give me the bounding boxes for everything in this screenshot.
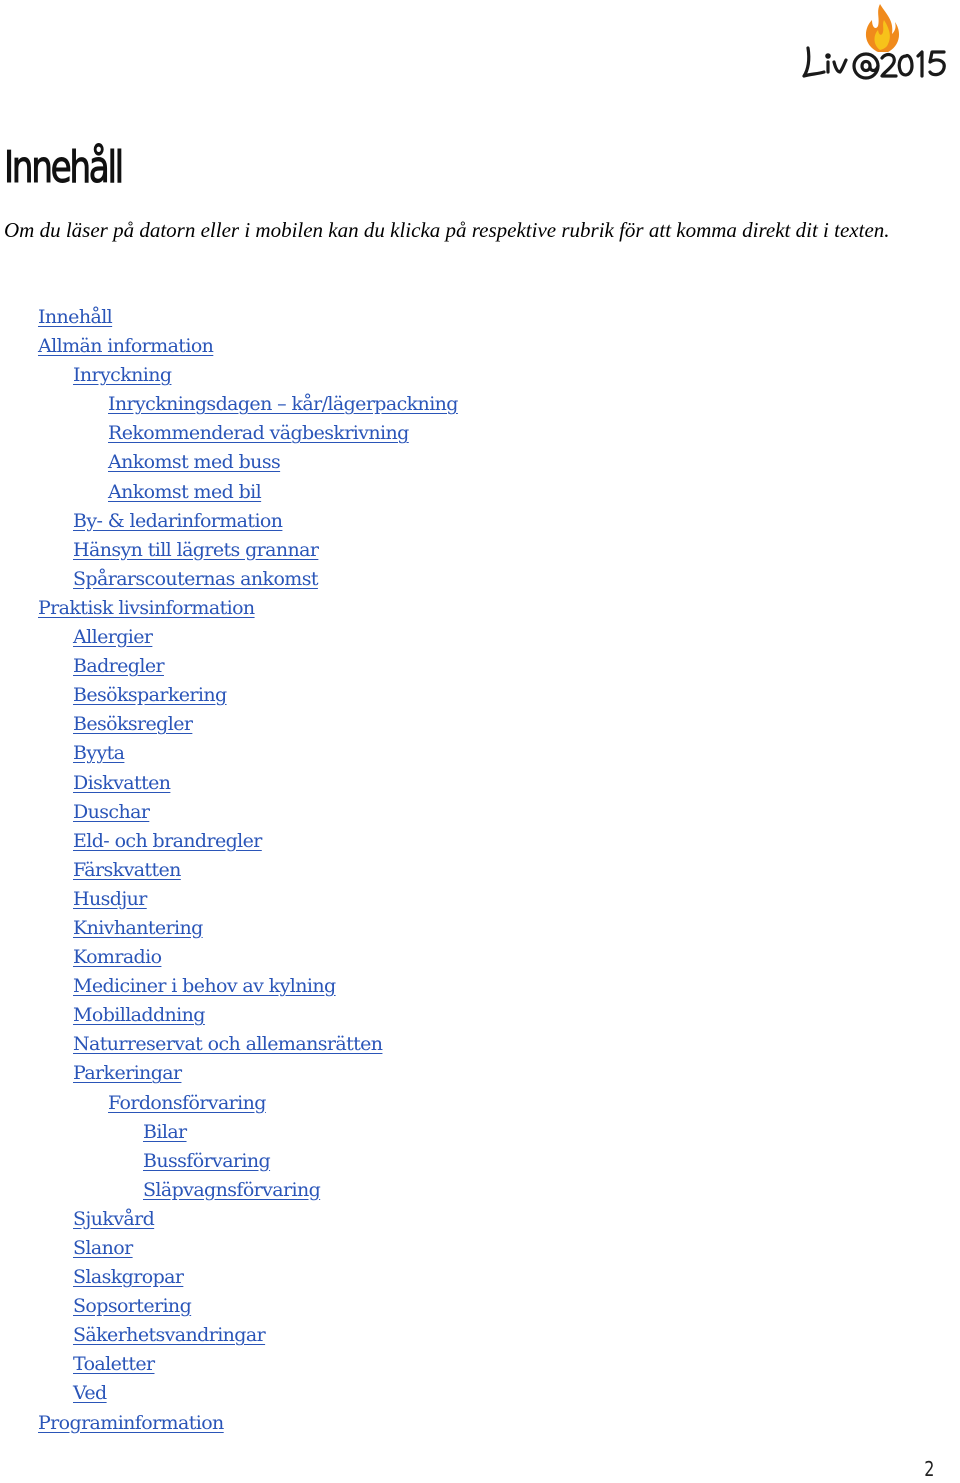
toc-entry — [0, 1292, 458, 1321]
toc-entry — [0, 710, 458, 739]
toc-entry — [0, 623, 458, 652]
page-title: Innehåll — [4, 142, 122, 193]
toc-link[interactable]: Inryckningsdagen – kår/lägerpackning — [108, 393, 458, 416]
toc-link[interactable]: Naturreservat och allemansrätten — [73, 1033, 383, 1056]
toc-link[interactable]: Parkeringar — [73, 1062, 182, 1085]
toc-entry — [0, 1409, 458, 1438]
toc-entry — [0, 769, 458, 798]
toc-link[interactable]: Mobilladdning — [73, 1004, 205, 1027]
toc-entry — [0, 1030, 458, 1059]
toc-entry — [0, 1234, 458, 1263]
toc-entry — [0, 1263, 458, 1292]
toc-entry — [0, 798, 458, 827]
toc-link[interactable]: Bussförvaring — [143, 1149, 271, 1172]
toc-link[interactable]: Ankomst med bil — [108, 480, 262, 503]
toc-entry — [0, 1059, 458, 1088]
toc-entry — [0, 914, 458, 943]
liv-2015-logo — [800, 4, 960, 84]
toc-entry — [0, 1321, 458, 1350]
toc-entry — [0, 652, 458, 681]
toc-link[interactable]: Komradio — [73, 946, 162, 969]
toc-link[interactable]: Diskvatten — [73, 771, 171, 794]
page-number: 2 — [924, 1457, 935, 1481]
toc-link[interactable]: Fordonsförvaring — [108, 1091, 266, 1114]
toc-entry — [0, 594, 458, 623]
toc-link[interactable]: Slanor — [73, 1237, 133, 1259]
toc-link[interactable]: Färskvatten — [73, 858, 181, 881]
toc-link[interactable]: Rekommenderad vägbeskrivning — [108, 422, 409, 445]
toc-entry — [0, 361, 458, 390]
toc-entry — [0, 478, 458, 507]
toc-link[interactable]: Byyta — [73, 742, 125, 765]
intro-text: Om du läser på datorn eller i mobilen kan du klicka på respektive rubrik för att komma direkt dit i texten. — [4, 218, 890, 242]
toc-entry — [0, 1379, 458, 1408]
toc-link[interactable]: Mediciner i behov av kylning — [73, 975, 336, 998]
logo-graphic — [800, 4, 960, 84]
toc-entry — [0, 943, 458, 972]
toc-link[interactable]: Sjukvård — [73, 1207, 155, 1230]
toc-entry — [0, 1176, 458, 1205]
toc-link[interactable]: Toaletter — [73, 1353, 155, 1376]
toc-entry — [0, 1001, 458, 1030]
toc-entry — [0, 885, 458, 914]
table-of-contents — [0, 303, 458, 1438]
toc-entry — [0, 448, 458, 477]
toc-entry — [0, 536, 458, 565]
toc-link[interactable]: Husdjur — [73, 887, 147, 910]
toc-entry — [0, 1350, 458, 1379]
toc-link[interactable]: Duschar — [73, 800, 150, 823]
toc-entry — [0, 419, 458, 448]
toc-link[interactable]: Badregler — [73, 655, 164, 678]
toc-entry — [0, 1147, 458, 1176]
toc-entry — [0, 332, 458, 361]
toc-entry — [0, 303, 458, 332]
toc-link[interactable]: Innehåll — [38, 306, 113, 328]
toc-entry — [0, 507, 458, 536]
toc-entry — [0, 1089, 458, 1118]
toc-link[interactable]: Ankomst med buss — [108, 451, 281, 474]
toc-link[interactable]: Inryckning — [73, 364, 172, 387]
toc-link[interactable]: Allmän information — [38, 335, 214, 358]
toc-link[interactable]: Ved — [73, 1382, 107, 1405]
toc-entry — [0, 856, 458, 885]
toc-entry — [0, 827, 458, 856]
toc-link[interactable]: Programinformation — [38, 1411, 224, 1434]
toc-link[interactable]: Spårarscouternas ankomst — [73, 567, 318, 590]
toc-link[interactable]: Säkerhetsvandringar — [73, 1324, 266, 1347]
toc-entry — [0, 739, 458, 768]
toc-link[interactable]: Allergier — [73, 626, 153, 649]
toc-link[interactable]: Sopsortering — [73, 1295, 192, 1318]
toc-entry — [0, 972, 458, 1001]
toc-entry — [0, 681, 458, 710]
toc-entry — [0, 390, 458, 419]
toc-link[interactable]: By- & ledarinformation — [73, 509, 283, 532]
toc-link[interactable]: Slaskgropar — [73, 1266, 184, 1289]
toc-link[interactable]: Praktisk livsinformation — [38, 596, 255, 619]
toc-link[interactable]: Hänsyn till lägrets grannar — [73, 538, 319, 561]
toc-link[interactable]: Besöksparkering — [73, 684, 227, 707]
toc-entry — [0, 1205, 458, 1234]
toc-link[interactable]: Knivhantering — [73, 916, 203, 939]
toc-entry — [0, 565, 458, 594]
toc-link[interactable]: Bilar — [143, 1120, 187, 1143]
toc-link[interactable]: Släpvagnsförvaring — [143, 1178, 321, 1201]
toc-entry — [0, 1118, 458, 1147]
toc-link[interactable]: Eld- och brandregler — [73, 829, 262, 852]
toc-link[interactable]: Besöksregler — [73, 713, 193, 736]
